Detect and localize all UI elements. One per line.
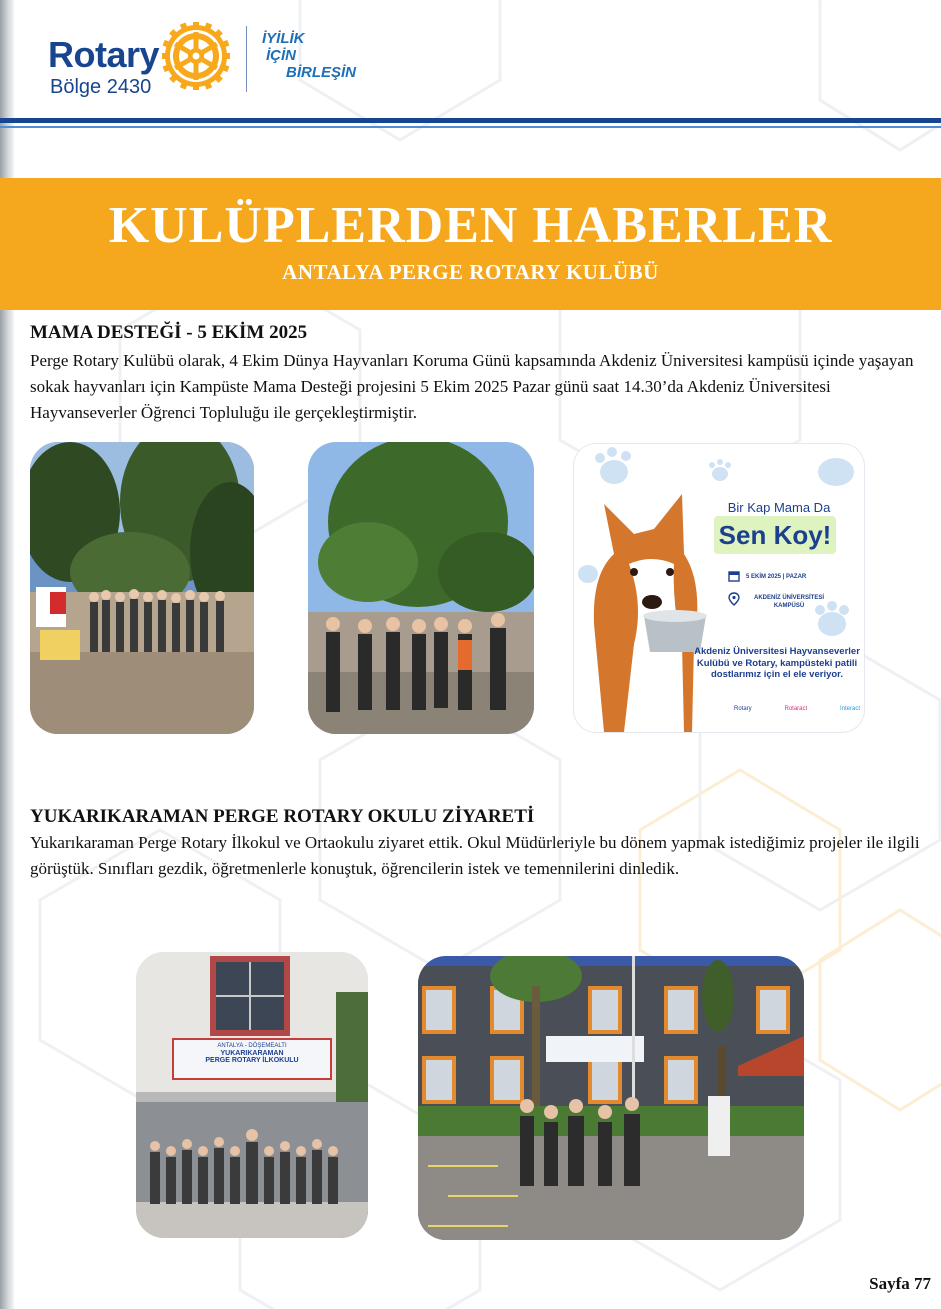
school-sign xyxy=(172,1038,332,1080)
poster-description: Akdeniz Üniversitesi Hayvanseverler Kulübü ve Rotary, kampüsteki patili dostlarımız için el ele veriyor. xyxy=(694,646,860,680)
article-title: MAMA DESTEĞİ - 5 EKİM 2025 xyxy=(30,322,308,343)
poster-logos xyxy=(734,706,860,712)
article-okul-ziyareti xyxy=(30,806,932,882)
rotary-logo-text: Rotary xyxy=(48,34,160,75)
school-sign-line-1: ANTALYA - DÖŞEMEALTI xyxy=(217,1043,287,1049)
poster-location: AKDENİZ ÜNİVERSİTESİ KAMPÜSÜ xyxy=(753,595,824,609)
banner-title: KULÜPLERDEN HABERLER xyxy=(108,197,833,254)
poster-logo-interact: Interact xyxy=(839,706,860,712)
poster-date: 5 EKİM 2025 | PAZAR xyxy=(746,574,807,580)
calendar-icon xyxy=(728,570,740,582)
poster-headline: Bir Kap Mama Da xyxy=(727,500,831,515)
photo-school-building xyxy=(418,956,804,1240)
photo-group-tree xyxy=(308,442,534,734)
poster-logo-rotaract: Rotaract xyxy=(784,706,808,712)
article-mama-destegi xyxy=(30,322,920,426)
school-sign-line-3: PERGE ROTARY İLKOKULU xyxy=(205,1057,299,1064)
banner-subtitle: ANTALYA PERGE ROTARY KULÜBÜ xyxy=(282,260,659,284)
header-divider xyxy=(246,26,247,92)
page-header xyxy=(0,0,941,120)
section-banner xyxy=(0,178,941,310)
poster-logo-rotary: Rotary xyxy=(734,706,752,712)
slogan-line-1: İYİLİK xyxy=(262,30,305,47)
photo-group-stand xyxy=(30,442,254,734)
slogan-line-2: İÇİN xyxy=(266,47,296,64)
district-label: Bölge 2430 xyxy=(50,76,152,98)
school-sign-line-2: YUKARIKARAMAN xyxy=(220,1050,284,1057)
location-pin-icon xyxy=(728,592,740,606)
event-poster xyxy=(574,444,864,732)
rotary-wheel-icon xyxy=(162,22,230,90)
poster-big-text: Sen Koy! xyxy=(714,516,836,554)
article-body: Yukarıkaraman Perge Rotary İlkokul ve Ortaokulu ziyaret ettik. Okul Müdürleriyle bu dönem yapmak istediğimiz projeler ile ilgili görüştük. Sınıfları gezdik, öğretmenlerle konuştuk, öğrencilerin istek ve temennilerini dinledik. xyxy=(30,833,920,878)
photo-school-children xyxy=(136,952,368,1238)
slogan-line-3: BİRLEŞİN xyxy=(286,64,357,81)
header-rule xyxy=(0,118,941,123)
header-rule-thin xyxy=(0,126,941,128)
article-title: YUKARIKARAMAN PERGE ROTARY OKULU ZİYARETİ xyxy=(30,806,535,827)
page-number: Sayfa 77 xyxy=(869,1274,931,1293)
dog-with-bowl-icon xyxy=(574,484,724,732)
article-body: Perge Rotary Kulübü olarak, 4 Ekim Dünya Hayvanları Koruma Günü kapsamında Akdeniz Üniversitesi kampüsü içinde yaşayan sokak hayvanları için Kampüste Mama Desteği projesini 5 Ekim 2025 Pazar günü saat 14.30’da Akdeniz Üniversitesi Hayvanseverler Öğrenci Topluluğu ile gerçekleştirmiştir. xyxy=(30,351,914,422)
slogan xyxy=(262,30,356,81)
